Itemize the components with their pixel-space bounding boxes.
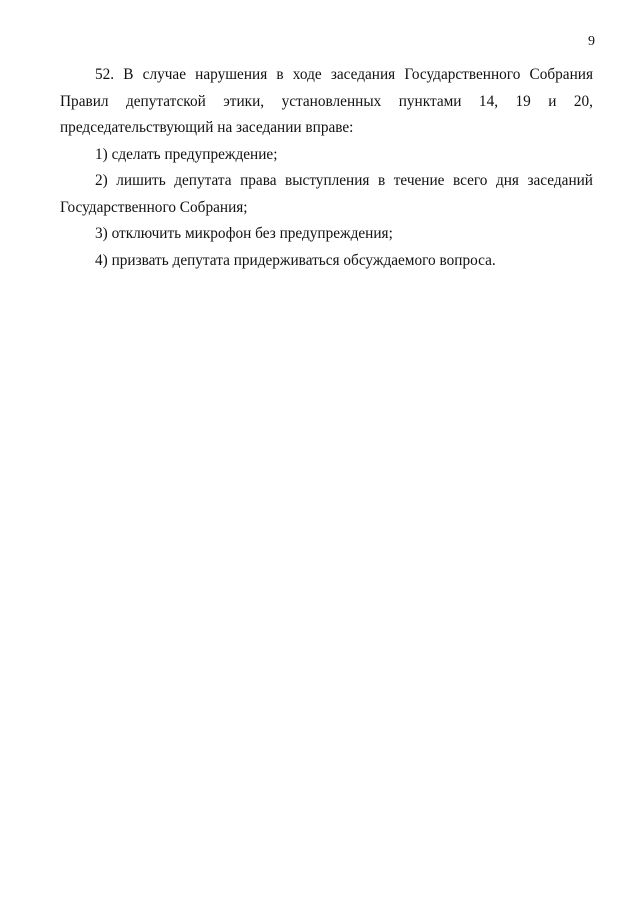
page-number: 9 bbox=[588, 34, 595, 49]
clause-item-3: 3) отключить микрофон без предупреждения; bbox=[95, 225, 393, 242]
clause-item-4: 4) призвать депутата придерживаться обсуждаемого вопроса. bbox=[95, 251, 496, 269]
clause-52-text: 52. В случае нарушения в ходе заседания Государственного Собрания Правил депутатской этики, установленных пунктами 14, 19 и 20, председательствующий на заседании вправе: bbox=[60, 66, 593, 136]
clause-item-1: 1) сделать предупреждение; bbox=[95, 145, 278, 163]
document-body bbox=[60, 62, 593, 274]
clause-item-2: 2) лишить депутата права выступления в течение всего дня заседаний Государственного Собрания; bbox=[60, 172, 593, 216]
